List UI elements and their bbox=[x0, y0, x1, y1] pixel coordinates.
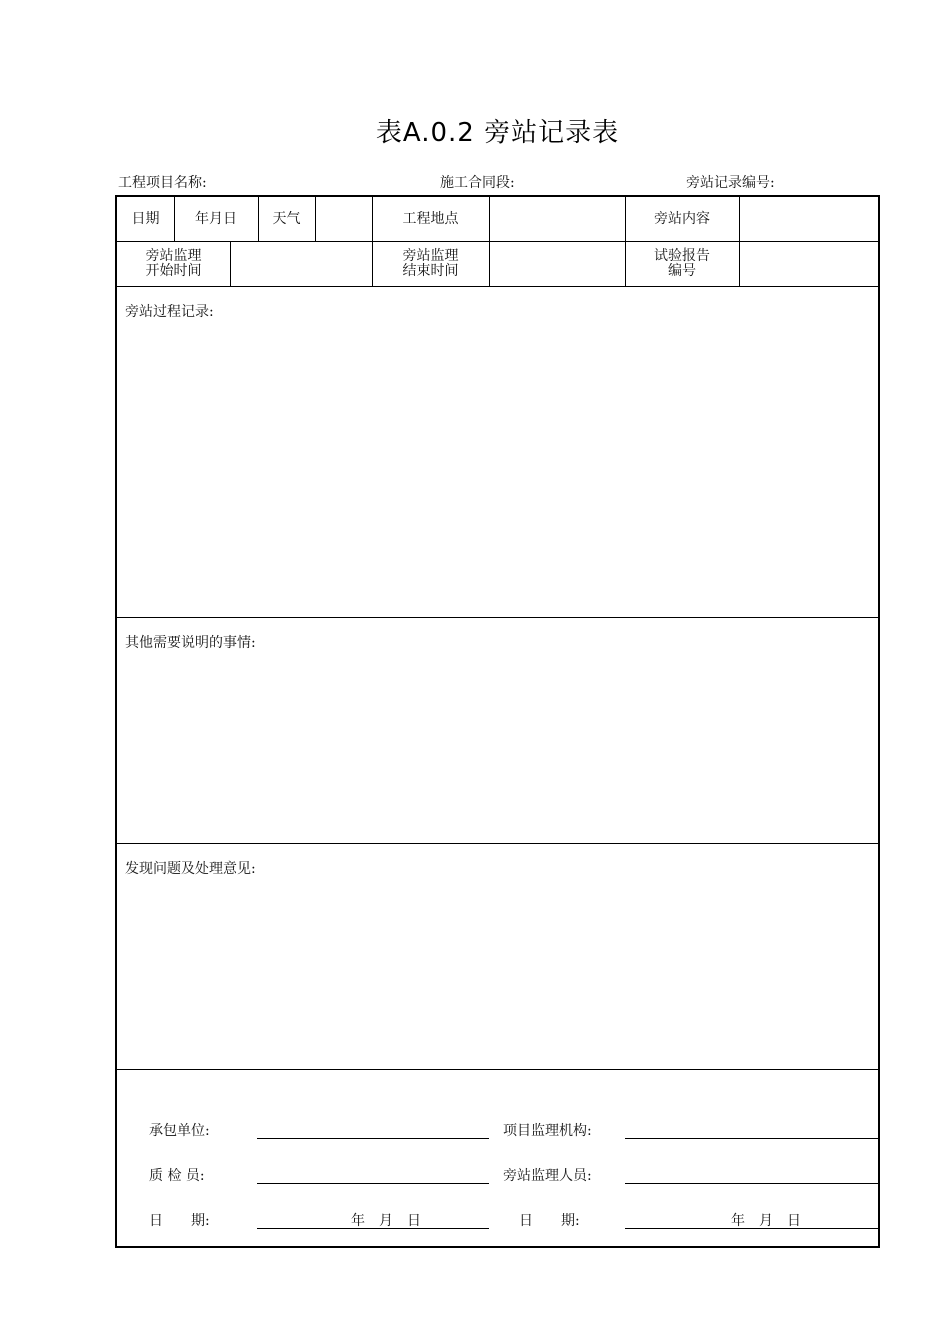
page-title: 表A.0.2 旁站记录表 bbox=[375, 118, 620, 148]
contract-section-label: 施工合同段: bbox=[440, 175, 515, 191]
date-label-cell: 日期 bbox=[131, 210, 160, 227]
supervisor-line[interactable] bbox=[625, 1183, 880, 1184]
supervision-org-line[interactable] bbox=[625, 1138, 880, 1139]
inspector-label: 质 检 员: bbox=[149, 1168, 205, 1184]
weather-value-cell[interactable] bbox=[315, 197, 372, 241]
date-label-right: 日 期: bbox=[519, 1213, 580, 1229]
inspector-line[interactable] bbox=[257, 1183, 489, 1184]
process-record-divider bbox=[117, 617, 878, 618]
report-no-value-cell[interactable] bbox=[739, 241, 880, 286]
end-time-label-cell: 旁站监理 结束时间 bbox=[402, 247, 459, 279]
row2-divider bbox=[117, 286, 878, 287]
supervision-org-label: 项目监理机构: bbox=[503, 1123, 592, 1139]
contractor-unit-label: 承包单位: bbox=[149, 1123, 210, 1139]
content-value-cell[interactable] bbox=[739, 197, 880, 241]
end-time-value-cell[interactable] bbox=[489, 241, 625, 286]
station-record-form bbox=[115, 195, 880, 1248]
other-notes-divider bbox=[117, 843, 878, 844]
location-value-cell[interactable] bbox=[489, 197, 625, 241]
supervisor-label: 旁站监理人员: bbox=[503, 1168, 592, 1184]
year-month-day-cell: 年月日 bbox=[195, 210, 237, 227]
process-record-label: 旁站过程记录: bbox=[125, 304, 214, 320]
location-label-cell: 工程地点 bbox=[402, 210, 459, 227]
date-ymd-left: 年 月 日 bbox=[351, 1213, 421, 1229]
date-label-left: 日 期: bbox=[149, 1213, 210, 1229]
start-time-label-cell: 旁站监理 开始时间 bbox=[145, 247, 202, 279]
project-name-label: 工程项目名称: bbox=[118, 175, 207, 191]
issues-label: 发现问题及处理意见: bbox=[125, 861, 256, 877]
start-time-value-cell[interactable] bbox=[230, 241, 372, 286]
other-notes-label: 其他需要说明的事情: bbox=[125, 635, 256, 651]
issues-divider bbox=[117, 1069, 878, 1070]
contractor-unit-line[interactable] bbox=[257, 1138, 489, 1139]
content-label-cell: 旁站内容 bbox=[654, 210, 710, 227]
report-no-label-cell: 试验报告 编号 bbox=[654, 247, 710, 279]
weather-label-cell: 天气 bbox=[272, 210, 301, 227]
date-ymd-right: 年 月 日 bbox=[731, 1213, 801, 1229]
record-number-label: 旁站记录编号: bbox=[686, 175, 775, 191]
